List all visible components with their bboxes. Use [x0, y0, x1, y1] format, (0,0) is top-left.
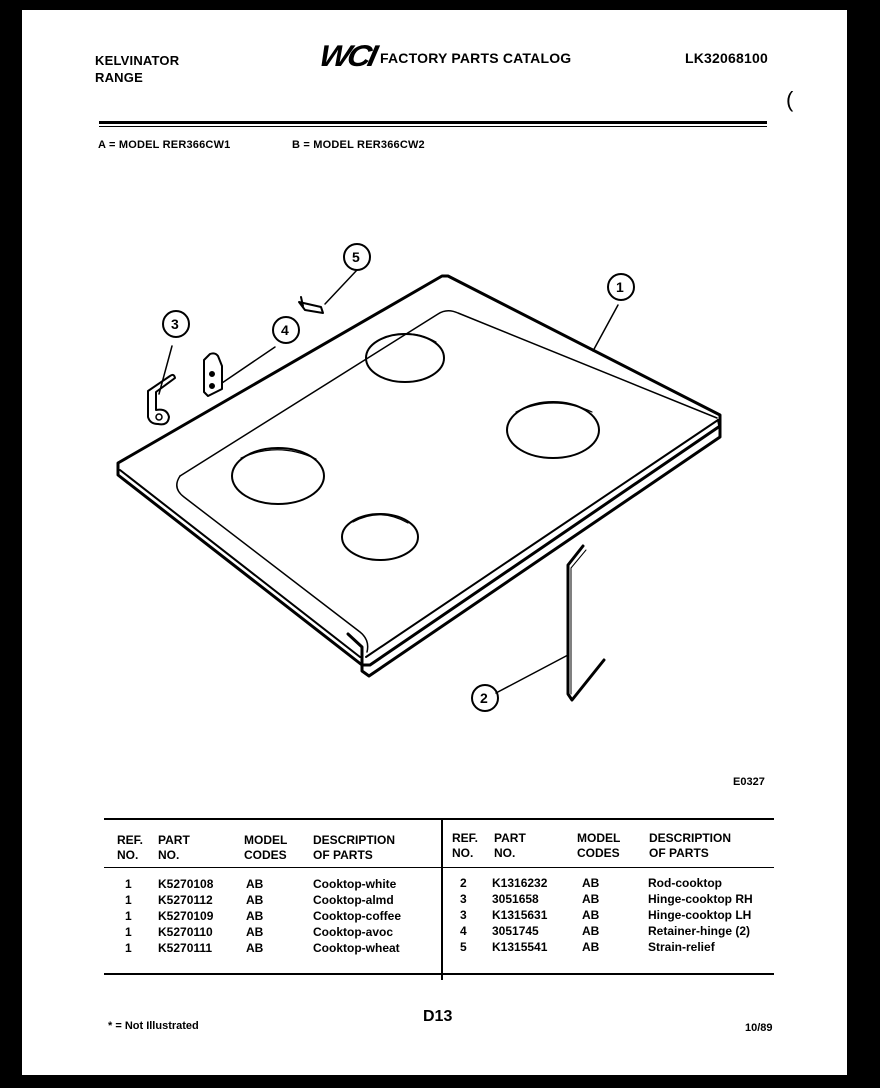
callout-1: 1: [616, 279, 624, 295]
table-row-desc: Cooktop-white: [313, 877, 397, 891]
header-description-right: DESCRIPTION OF PARTS: [649, 831, 732, 860]
footnote: * = Not Illustrated: [108, 1020, 199, 1032]
header-ref-no-right: REF. NO.: [452, 831, 479, 860]
table-row-desc: Hinge-cooktop RH: [648, 892, 753, 906]
table-row-ref: 1: [125, 893, 132, 907]
table-row-part: K5270111: [158, 941, 213, 955]
table-divider: [441, 818, 443, 980]
table-row-codes: AB: [582, 940, 600, 954]
table-row-codes: AB: [246, 941, 264, 955]
table-row-part: K5270110: [158, 925, 213, 939]
table-row-desc: Strain-relief: [648, 940, 715, 954]
header-ref-no: REF. NO.: [117, 833, 144, 862]
table-row-codes: AB: [246, 877, 264, 891]
header-part-no: PART NO.: [158, 833, 190, 862]
table-row-ref: 4: [460, 924, 467, 938]
table-row-part: K5270108: [158, 877, 214, 891]
header-model-codes: MODEL CODES: [244, 833, 288, 862]
revision-date: 10/89: [745, 1022, 773, 1034]
callout-4: 4: [281, 322, 289, 338]
table-row-ref: 3: [460, 892, 467, 906]
callout-5: 5: [352, 249, 360, 265]
header-model-codes-right: MODEL CODES: [577, 831, 621, 860]
table-row-desc: Hinge-cooktop LH: [648, 908, 752, 922]
table-row-desc: Retainer-hinge (2): [648, 924, 751, 938]
table-row-codes: AB: [582, 876, 600, 890]
catalog-number: LK32068100: [685, 50, 768, 66]
table-row-part: K1315631: [492, 908, 548, 922]
table-row-codes: AB: [246, 925, 264, 939]
figure-code: E0327: [733, 776, 765, 788]
model-a: A = MODEL RER366CW1: [98, 139, 231, 151]
table-row-ref: 1: [125, 941, 132, 955]
wci-logo: WCI: [316, 40, 378, 73]
table-row-ref: 1: [125, 925, 132, 939]
callout-3: 3: [171, 316, 179, 332]
callout-2: 2: [480, 690, 488, 706]
table-row-codes: AB: [582, 908, 600, 922]
brand-name: KELVINATOR: [95, 53, 180, 68]
table-header-rule: [104, 867, 774, 868]
table-row-part: K1316232: [492, 876, 548, 890]
table-row-part: K1315541: [492, 940, 548, 954]
table-row-desc: Cooktop-coffee: [313, 909, 401, 923]
table-row-codes: AB: [246, 893, 264, 907]
table-bottom-rule: [104, 973, 774, 975]
table-row-desc: Cooktop-almd: [313, 893, 394, 907]
table-row-codes: AB: [582, 892, 600, 906]
page-number: D13: [423, 1008, 453, 1025]
table-row-codes: AB: [582, 924, 600, 938]
product-type: RANGE: [95, 70, 143, 85]
table-row-ref: 1: [125, 877, 132, 891]
table-top-rule: [104, 818, 774, 820]
header-part-no-right: PART NO.: [494, 831, 526, 860]
binder-mark: (: [786, 87, 794, 112]
catalog-title: FACTORY PARTS CATALOG: [380, 50, 572, 66]
table-row-desc: Cooktop-avoc: [313, 925, 394, 939]
table-row-ref: 3: [460, 908, 467, 922]
table-row-part: 3051745: [492, 924, 539, 938]
table-row-ref: 1: [125, 909, 132, 923]
table-row-part: 3051658: [492, 892, 539, 906]
catalog-page: [22, 10, 847, 1075]
table-row-part: K5270109: [158, 909, 214, 923]
table-row-codes: AB: [246, 909, 264, 923]
table-row-desc: Cooktop-wheat: [313, 941, 400, 955]
table-row-ref: 5: [460, 940, 467, 954]
table-row-part: K5270112: [158, 893, 213, 907]
cooktop-exploded-diagram: [22, 10, 847, 810]
model-b: B = MODEL RER366CW2: [292, 139, 425, 151]
header-description: DESCRIPTION OF PARTS: [313, 833, 396, 862]
table-row-desc: Rod-cooktop: [648, 876, 722, 890]
table-row-ref: 2: [460, 876, 467, 890]
